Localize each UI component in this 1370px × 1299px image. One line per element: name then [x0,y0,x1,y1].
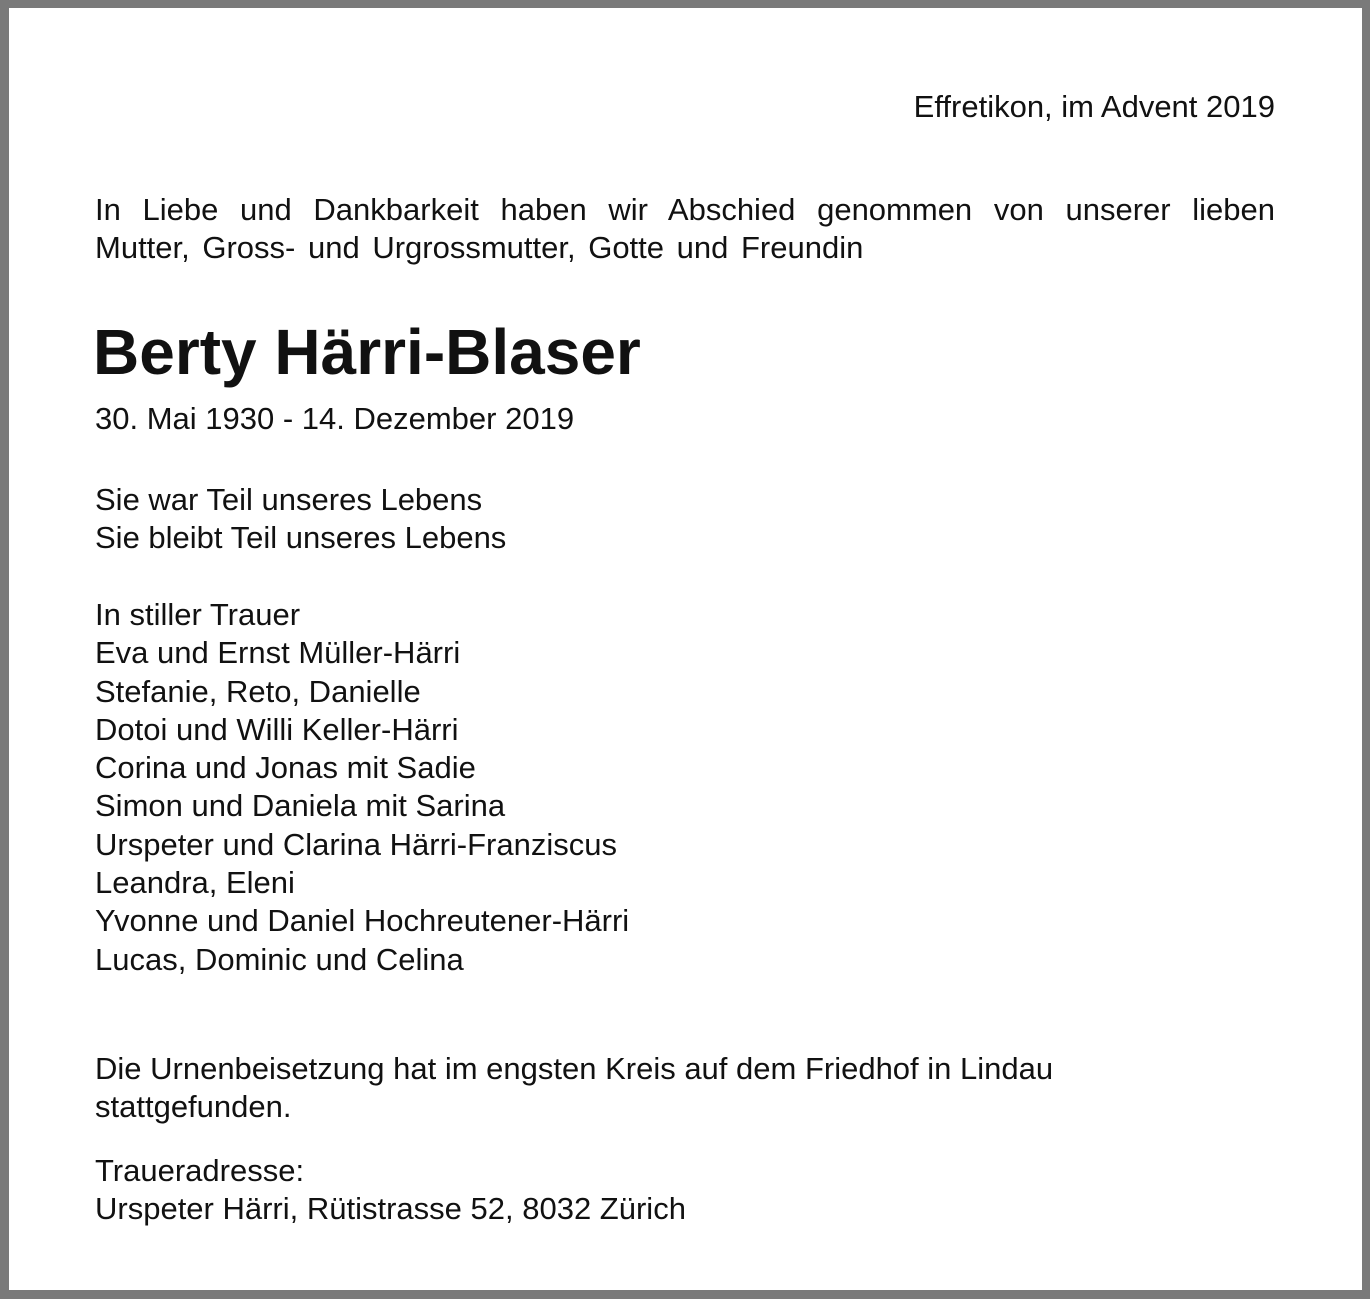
mourner-line: Urspeter und Clarina Härri-Franziscus [95,826,617,862]
life-dates: 30. Mai 1930 - 14. Dezember 2019 [95,401,575,436]
verse-line: Sie bleibt Teil unseres Lebens [95,520,507,556]
mourner-line: Leandra, Eleni [95,865,295,901]
mourning-address [95,1152,686,1229]
mourners-list [95,596,629,979]
obituary-notice [9,8,1362,1290]
address-label: Traueradresse: [95,1153,305,1188]
mourner-line: Dotoi und Willi Keller-Härri [95,711,459,747]
burial-line: Die Urnenbeisetzung hat im engsten Kreis auf dem Friedhof in Lindau [95,1051,1054,1086]
place-date: Effretikon, im Advent 2019 [913,89,1275,124]
mourner-line: Stefanie, Reto, Danielle [95,673,421,709]
mourner-line: Corina und Jonas mit Sadie [95,750,476,786]
mourner-line: Lucas, Dominic und Celina [95,941,464,977]
burial-line: stattgefunden. [95,1089,292,1125]
burial-note [95,1050,1053,1127]
address-text: Urspeter Härri, Rütistrasse 52, 8032 Zürich [95,1191,686,1227]
verse-line: Sie war Teil unseres Lebens [95,482,483,517]
deceased-name: Berty Härri-Blaser [93,316,641,388]
mourners-heading: In stiller Trauer [95,597,301,632]
mourner-line: Eva und Ernst Müller-Härri [95,635,461,671]
verse [95,481,506,558]
intro-text: In Liebe und Dankbarkeit haben wir Abschied genommen von unserer lieben Mutter, Gross- und Urgrossmutter, Gotte und Freundin [95,192,1275,265]
mourner-line: Simon und Daniela mit Sarina [95,788,506,824]
mourner-line: Yvonne und Daniel Hochreutener-Härri [95,903,630,939]
